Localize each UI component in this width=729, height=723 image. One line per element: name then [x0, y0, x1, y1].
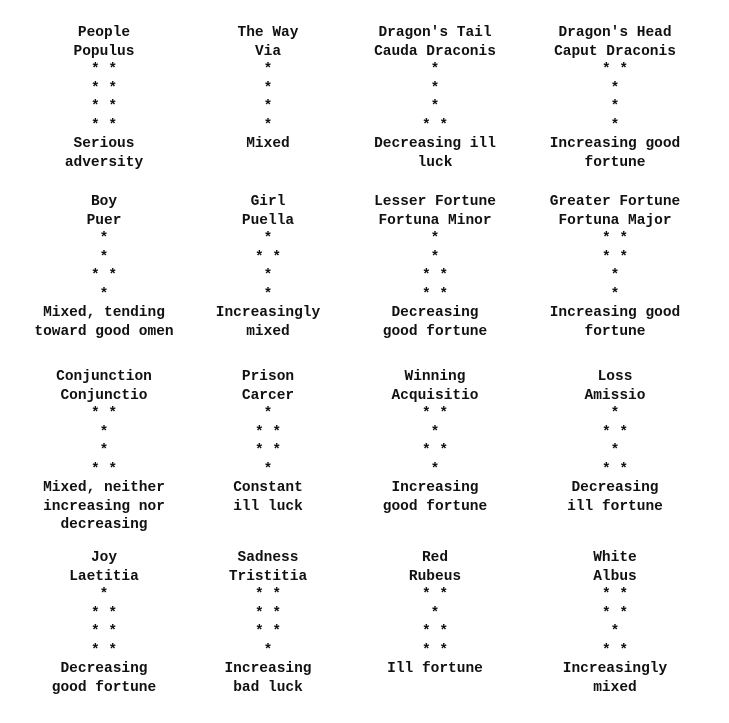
figure-english-name: Dragon's Tail — [378, 25, 492, 41]
figure-dot-row: * — [430, 80, 440, 97]
figure-meaning-line: Increasing good — [549, 136, 681, 152]
figure-dot-row: * * — [90, 642, 118, 659]
figure-dot-row: * — [99, 231, 109, 247]
figure-meaning-line: fortune — [584, 154, 646, 171]
figure-meaning-line: ill luck — [233, 498, 303, 515]
figure-english-name: Greater Fortune — [549, 194, 681, 210]
figure-dot-row: * * — [601, 642, 629, 659]
figure-latin-name: Puer — [86, 212, 122, 229]
figure-dot-row: * — [430, 424, 440, 441]
figure-dot-row: * — [430, 62, 440, 78]
figure-meaning-line: adversity — [64, 154, 144, 171]
figure-dot-row: * * — [601, 605, 629, 622]
figure-dot-row: * — [430, 461, 440, 478]
figure-meaning-line: toward good omen — [34, 323, 174, 340]
figure-meaning-line: good fortune — [382, 323, 488, 340]
figure-dot-row: * * — [90, 406, 118, 422]
figure-latin-name: Tristitia — [228, 568, 308, 585]
figure-entry — [346, 193, 524, 341]
figure-english-name: Loss — [597, 369, 633, 385]
figure-dot-row: * — [263, 99, 273, 115]
figure-entry — [15, 549, 193, 697]
figure-dot-row: * * — [90, 461, 118, 478]
figure-meaning-line: good fortune — [51, 679, 157, 696]
figure-dot-row: * — [99, 587, 109, 603]
figure-dot-row: * * — [421, 443, 449, 459]
figure-dot-row: * * — [601, 461, 629, 478]
figure-latin-name: Carcer — [241, 387, 295, 404]
figure-meaning-line: Decreasing — [60, 661, 148, 677]
figure-dot-row: * * — [254, 605, 282, 622]
figure-dot-row: * — [263, 268, 273, 284]
figure-dot-row: * * — [254, 624, 282, 640]
figure-dot-row: * — [263, 62, 273, 78]
figure-dot-row: * — [610, 286, 620, 303]
figure-dot-row: * — [610, 406, 620, 422]
figure-dot-row: * * — [601, 424, 629, 441]
figure-english-name: Red — [421, 550, 449, 566]
figure-latin-name: Populus — [73, 43, 135, 60]
figure-dot-row: * — [610, 80, 620, 97]
figure-english-name: White — [593, 550, 637, 566]
figure-dot-row: * * — [90, 268, 118, 284]
figure-entry — [346, 24, 524, 172]
figure-dot-row: * — [610, 624, 620, 640]
figure-meaning-line: Increasingly — [215, 305, 321, 321]
figure-english-name: People — [77, 25, 131, 41]
figure-meaning-line: Increasingly — [562, 661, 668, 677]
figure-dot-row: * * — [90, 99, 118, 115]
figure-meaning-line: Mixed — [246, 136, 290, 152]
figure-meaning-line: Decreasing ill — [374, 136, 496, 152]
figure-dot-row: * * — [601, 587, 629, 603]
figure-latin-name: Cauda Draconis — [374, 43, 496, 60]
figure-latin-name: Fortuna Minor — [378, 212, 492, 229]
figure-meaning-line: Constant — [233, 480, 303, 496]
figure-dot-row: * — [263, 642, 273, 659]
figure-dot-row: * * — [90, 80, 118, 97]
figure-meaning-line: Increasing — [224, 661, 312, 677]
figure-dot-row: * * — [421, 587, 449, 603]
figure-english-name: The Way — [237, 25, 299, 41]
figure-english-name: Sadness — [237, 550, 299, 566]
figure-entry — [526, 193, 704, 341]
figure-dot-row: * * — [601, 249, 629, 266]
figure-latin-name: Laetitia — [69, 568, 139, 585]
figure-entry — [346, 549, 524, 679]
figure-dot-row: * — [430, 99, 440, 115]
figure-meaning-line: Decreasing — [571, 480, 659, 496]
figure-english-name: Joy — [90, 550, 118, 566]
figure-latin-name: Conjunctio — [60, 387, 148, 404]
figure-meaning-line: decreasing — [60, 517, 148, 533]
figure-entry — [179, 193, 357, 341]
figure-meaning-line: mixed — [246, 323, 290, 340]
figure-meaning-line: good fortune — [382, 498, 488, 515]
figure-entry — [179, 368, 357, 516]
figure-dot-row: * * — [254, 249, 282, 266]
figure-dot-row: * * — [421, 406, 449, 422]
figure-entry — [526, 368, 704, 516]
figure-dot-row: * * — [421, 624, 449, 640]
figure-dot-row: * * — [254, 424, 282, 441]
figure-meaning-line: Ill fortune — [387, 661, 483, 677]
figure-entry — [179, 549, 357, 697]
figure-meaning-line: fortune — [584, 323, 646, 340]
figure-meaning-line: luck — [417, 154, 453, 171]
figure-meaning-line: ill fortune — [567, 498, 663, 515]
figure-latin-name: Puella — [241, 212, 295, 229]
figure-dot-row: * — [263, 117, 273, 134]
figure-english-name: Conjunction — [56, 369, 152, 385]
figure-meaning-line: Mixed, tending — [43, 305, 165, 321]
figure-dot-row: * * — [90, 624, 118, 640]
figure-dot-row: * — [430, 231, 440, 247]
figure-latin-name: Rubeus — [408, 568, 462, 585]
figure-entry — [526, 24, 704, 172]
figure-entry — [346, 368, 524, 516]
figure-dot-row: * — [610, 443, 620, 459]
figure-latin-name: Acquisitio — [391, 387, 479, 404]
figure-dot-row: * — [99, 424, 109, 441]
figure-entry — [15, 193, 193, 341]
figure-dot-row: * — [263, 406, 273, 422]
figure-meaning-line: bad luck — [233, 679, 303, 696]
figure-dot-row: * — [263, 80, 273, 97]
figure-meaning-line: increasing nor — [43, 498, 165, 515]
figure-dot-row: * * — [421, 268, 449, 284]
figure-english-name: Boy — [90, 194, 118, 210]
figure-dot-row: * — [99, 443, 109, 459]
figure-english-name: Lesser Fortune — [374, 194, 496, 210]
figure-entry — [15, 24, 193, 172]
figure-english-name: Dragon's Head — [558, 25, 672, 41]
figure-dot-row: * * — [421, 117, 449, 134]
figure-english-name: Girl — [250, 194, 286, 210]
figure-meaning-line: mixed — [593, 679, 637, 696]
figure-meaning-line: Increasing good — [549, 305, 681, 321]
figure-dot-row: * * — [90, 605, 118, 622]
figure-latin-name: Albus — [593, 568, 637, 585]
figure-latin-name: Caput Draconis — [554, 43, 676, 60]
figure-english-name: Prison — [241, 369, 295, 385]
figure-dot-row: * * — [254, 587, 282, 603]
figure-dot-row: * * — [90, 117, 118, 134]
figure-dot-row: * — [610, 117, 620, 134]
figure-entry — [179, 24, 357, 154]
figure-entry — [15, 368, 193, 535]
figure-english-name: Winning — [404, 369, 466, 385]
figure-meaning-line: Serious — [73, 136, 135, 152]
figure-dot-row: * * — [601, 231, 629, 247]
figure-latin-name: Amissio — [584, 387, 646, 404]
figure-dot-row: * — [263, 231, 273, 247]
figure-dot-row: * — [99, 286, 109, 303]
figure-dot-row: * * — [90, 62, 118, 78]
figure-dot-row: * — [610, 99, 620, 115]
figure-dot-row: * * — [601, 62, 629, 78]
figure-dot-row: * — [430, 605, 440, 622]
figure-dot-row: * — [430, 249, 440, 266]
figure-meaning-line: Mixed, neither — [43, 480, 165, 496]
figure-dot-row: * — [610, 268, 620, 284]
figure-latin-name: Via — [254, 43, 282, 60]
figure-meaning-line: Decreasing — [391, 305, 479, 321]
figure-dot-row: * — [263, 286, 273, 303]
figure-dot-row: * * — [421, 642, 449, 659]
figure-meaning-line: Increasing — [391, 480, 479, 496]
figure-dot-row: * * — [254, 443, 282, 459]
figure-entry — [526, 549, 704, 697]
figure-dot-row: * — [99, 249, 109, 266]
figure-dot-row: * — [263, 461, 273, 478]
figure-latin-name: Fortuna Major — [558, 212, 672, 229]
figure-dot-row: * * — [421, 286, 449, 303]
